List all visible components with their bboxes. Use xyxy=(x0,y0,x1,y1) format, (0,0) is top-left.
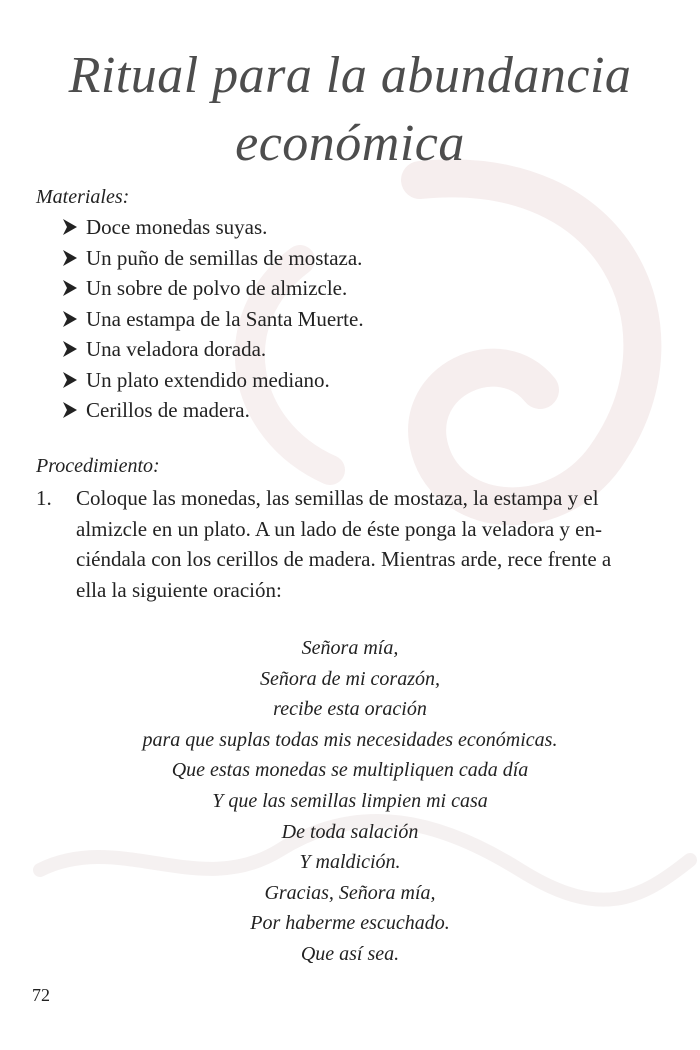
arrow-bullet-icon xyxy=(62,249,86,267)
list-item xyxy=(62,273,364,304)
list-item xyxy=(62,365,364,396)
list-item xyxy=(62,395,364,426)
prayer-line: Señora de mi corazón, xyxy=(260,667,440,690)
materials-list xyxy=(62,212,364,426)
list-item xyxy=(62,243,364,274)
step-line: Coloque las monedas, las semillas de mostaza, la estampa y el xyxy=(76,486,599,510)
prayer-text xyxy=(0,633,700,970)
arrow-bullet-icon xyxy=(62,371,86,389)
page-number: 72 xyxy=(32,985,50,1005)
prayer-line: De toda salación xyxy=(281,820,419,843)
step-line: ciéndala con los cerillos de madera. Mientras arde, rece frente a xyxy=(76,547,612,571)
arrow-bullet-icon xyxy=(62,279,86,297)
material-item: Doce monedas suyas. xyxy=(86,215,268,239)
materials-heading: Materiales: xyxy=(36,186,130,208)
step-line: almizcle en un plato. A un lado de éste ponga la veladora y en- xyxy=(76,516,602,541)
material-item: Una estampa de la Santa Muerte. xyxy=(86,306,364,331)
list-item xyxy=(62,334,364,365)
prayer-line: Que así sea. xyxy=(300,942,400,965)
material-item: Un plato extendido mediano. xyxy=(86,367,330,392)
arrow-bullet-icon xyxy=(62,218,86,236)
prayer-line: Gracias, Señora mía, xyxy=(264,881,436,904)
procedure-heading: Procedimiento: xyxy=(36,455,160,477)
page-title-line-2: económica xyxy=(235,115,465,172)
prayer-line: Señora mía, xyxy=(301,637,399,659)
prayer-line: Y maldición. xyxy=(299,851,401,874)
material-item: Un sobre de polvo de almizcle. xyxy=(86,276,348,300)
prayer-line: recibe esta oración xyxy=(273,698,427,721)
arrow-bullet-icon xyxy=(62,401,86,419)
prayer-line: Que estas monedas se multipliquen cada día xyxy=(171,759,529,782)
prayer-line: Por haberme escuchado. xyxy=(250,912,450,935)
material-item: Cerillos de madera. xyxy=(86,398,250,422)
material-item: Una veladora dorada. xyxy=(86,337,267,361)
step-line: ella la siguiente oración: xyxy=(76,577,282,602)
material-item: Un puño de semillas de mostaza. xyxy=(86,245,363,270)
step-number: 1. xyxy=(36,486,52,510)
list-item xyxy=(62,212,364,243)
prayer-line: para que suplas todas mis necesidades económicas. xyxy=(142,728,558,751)
list-item xyxy=(62,304,364,335)
arrow-bullet-icon xyxy=(62,340,86,358)
prayer-line: Y que las semillas limpien mi casa xyxy=(212,789,488,812)
arrow-bullet-icon xyxy=(62,310,86,328)
page-title-line-1: Ritual para la abundancia xyxy=(68,47,632,104)
